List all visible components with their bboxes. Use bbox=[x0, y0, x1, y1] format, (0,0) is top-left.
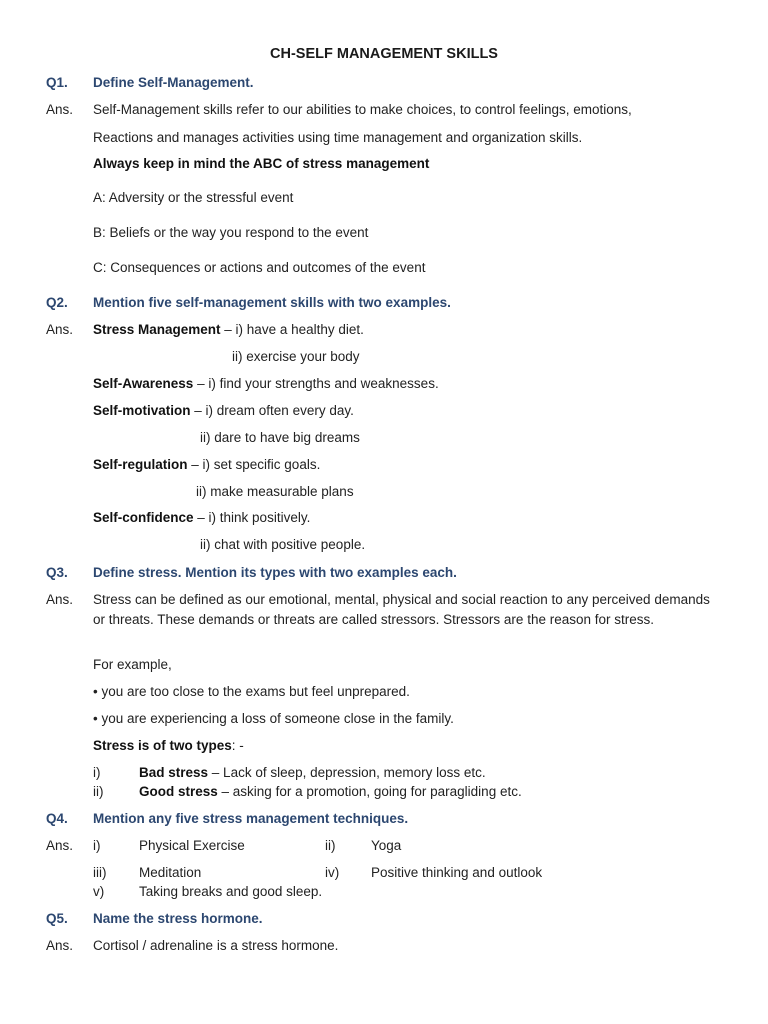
q1-label: Q1. bbox=[46, 75, 68, 90]
q5-question: Name the stress hormone. bbox=[93, 911, 263, 926]
example-bullet-2: • you are experiencing a loss of someone close in the family. bbox=[93, 711, 454, 726]
skill-stress-management: Stress Management – i) have a healthy diet. bbox=[93, 322, 364, 337]
q3-label: Q3. bbox=[46, 565, 68, 580]
technique-text: Meditation bbox=[139, 865, 202, 880]
technique-num: ii) bbox=[325, 838, 336, 853]
technique-text: Yoga bbox=[371, 838, 402, 853]
type-good-num: ii) bbox=[93, 784, 104, 799]
technique-num: i) bbox=[93, 838, 101, 853]
abc-heading: Always keep in mind the ABC of stress management bbox=[93, 156, 430, 171]
q1-answer-line2: Reactions and manages activities using time management and organization skills. bbox=[93, 130, 583, 145]
q1-answer-line1: Self-Management skills refer to our abilities to make choices, to control feelings, emotions, bbox=[93, 102, 632, 117]
stress-types-heading: Stress is of two types: - bbox=[93, 738, 244, 753]
technique-num: iv) bbox=[325, 865, 340, 880]
skill-self-regulation-ex2: ii) make measurable plans bbox=[196, 484, 354, 499]
q1-question: Define Self-Management. bbox=[93, 75, 254, 90]
q1-ans-label: Ans. bbox=[46, 102, 74, 117]
q5-ans-label: Ans. bbox=[46, 938, 74, 953]
skill-self-confidence: Self-confidence – i) think positively. bbox=[93, 510, 311, 525]
for-example: For example, bbox=[93, 657, 172, 672]
q4-ans-label: Ans. bbox=[46, 838, 74, 853]
technique-text: Physical Exercise bbox=[139, 838, 245, 853]
page-title: CH-SELF MANAGEMENT SKILLS bbox=[270, 46, 498, 62]
q5-answer: Cortisol / adrenaline is a stress hormone. bbox=[93, 938, 339, 953]
type-good-stress: Good stress – asking for a promotion, going for paragliding etc. bbox=[139, 784, 522, 799]
skill-stress-management-ex2: ii) exercise your body bbox=[232, 349, 360, 364]
skill-self-awareness: Self-Awareness – i) find your strengths and weaknesses. bbox=[93, 376, 439, 391]
skill-self-confidence-ex2: ii) chat with positive people. bbox=[200, 537, 366, 552]
skill-self-motivation-ex2: ii) dare to have big dreams bbox=[200, 430, 360, 445]
technique-text: Positive thinking and outlook bbox=[371, 865, 543, 880]
abc-b: B: Beliefs or the way you respond to the event bbox=[93, 225, 369, 240]
abc-a: A: Adversity or the stressful event bbox=[93, 190, 294, 205]
q2-ans-label: Ans. bbox=[46, 322, 74, 337]
q5-label: Q5. bbox=[46, 911, 68, 926]
skill-self-regulation: Self-regulation – i) set specific goals. bbox=[93, 457, 321, 472]
q3-ans-label: Ans. bbox=[46, 592, 74, 607]
example-bullet-1: • you are too close to the exams but feel unprepared. bbox=[93, 684, 410, 699]
type-bad-num: i) bbox=[93, 765, 101, 780]
q2-question: Mention five self-management skills with two examples. bbox=[93, 295, 451, 310]
stress-definition: Stress can be defined as our emotional, mental, physical and social reaction to any perceived demands or threats. These demands or threats are called stressors. Stressors are the reason for stress. bbox=[93, 592, 710, 627]
abc-c: C: Consequences or actions and outcomes of the event bbox=[93, 260, 426, 275]
type-bad-stress: Bad stress – Lack of sleep, depression, memory loss etc. bbox=[139, 765, 486, 780]
technique-num: iii) bbox=[93, 865, 107, 880]
q2-label: Q2. bbox=[46, 295, 68, 310]
technique-num: v) bbox=[93, 884, 105, 899]
q4-question: Mention any five stress management techniques. bbox=[93, 811, 409, 826]
q3-question: Define stress. Mention its types with two examples each. bbox=[93, 565, 457, 580]
technique-text: Taking breaks and good sleep. bbox=[139, 884, 323, 899]
q4-label: Q4. bbox=[46, 811, 68, 826]
skill-self-motivation: Self-motivation – i) dream often every day. bbox=[93, 403, 354, 418]
